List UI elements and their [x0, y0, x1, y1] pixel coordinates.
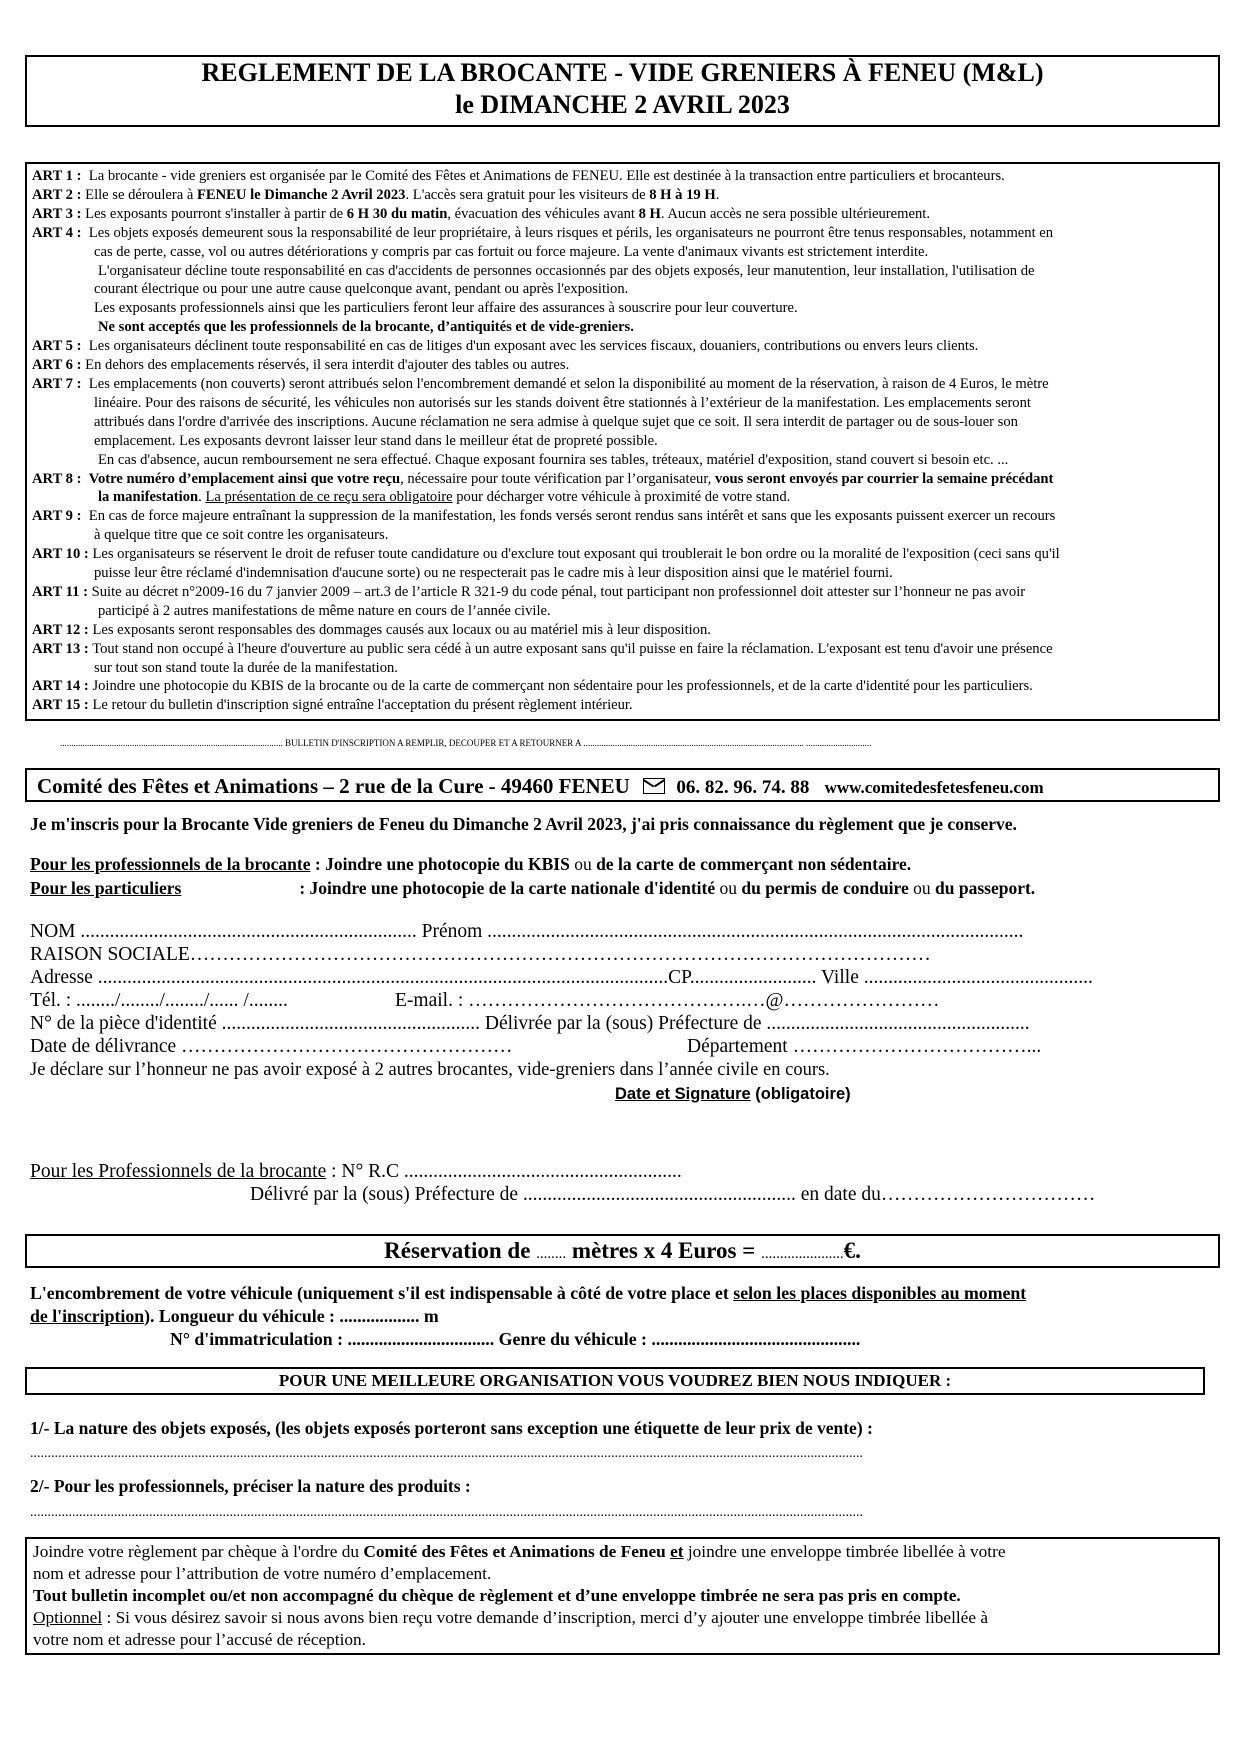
field-tel[interactable]: Tél. : ......../......../......../...... /........ [30, 990, 288, 1011]
rule-art11: ART 11 : Suite au décret n°2009-16 du 7 janvier 2009 – art.3 de l’article R 321-9 du code pénal, tout participant non professionnel doit attester sur l’honneur ne pas avoir [32, 583, 1026, 600]
field-email[interactable]: E-mail. : …………………………………….…@…………………… [395, 990, 940, 1011]
rule-art12: ART 12 : Les exposants seront responsables des dommages causés aux locaux ou au matériel mis à leur disposition. [32, 621, 711, 638]
pro-requirements: Pour les professionnels de la brocante : Joindre une photocopie du KBIS ou de la carte de commerçant non sédentaire. [30, 854, 912, 874]
rule-art3: ART 3 : Les exposants pourront s'installer à partir de 6 H 30 du matin, évacuation des véhicules avant 8 H. Aucun accès ne sera possible ultérieurement. [32, 205, 930, 222]
rule-art8-line2: la manifestation. La présentation de ce reçu sera obligatoire pour décharger votre véhicule à proximité de votre stand. [98, 489, 791, 506]
optional-note: Optionnel : Si vous désirez savoir si nous avons bien reçu votre demande d’inscription, merci d’y ajouter une enveloppe timbrée libellée à votre nom et adresse pour l’accusé de réception. [33, 1608, 988, 1649]
rules-box [25, 162, 1220, 721]
field-raison-sociale[interactable]: RAISON SOCIALE…………………………………………………………………………………………………… [30, 944, 931, 965]
page-title: REGLEMENT DE LA BROCANTE - VIDE GRENIERS À FENEU (M&L) [201, 58, 1044, 87]
rule-art7: ART 7 : Les emplacements (non couverts) seront attribués selon l'encombrement demandé et selon la disponibilité au moment de la réservation, à raison de 4 Euros, le mètre [32, 375, 1049, 392]
vehicle-registration[interactable]: N° d'immatriculation : ................................. Genre du véhicule : ............................................... [170, 1329, 861, 1349]
form-intro: Je m'inscris pour la Brocante Vide greniers de Feneu du Dimanche 2 Avril 2023, j'ai pris connaissance du règlement que je conserve. [30, 814, 1017, 834]
rule-art8: ART 8 : Votre numéro d’emplacement ainsi que votre reçu, nécessaire pour toute vérification par l’organisateur, vous seront envoyés par courrier la semaine précédant [32, 470, 1054, 487]
signature-label: Date et Signature (obligatoire) [615, 1085, 851, 1103]
page-subtitle: le DIMANCHE 2 AVRIL 2023 [455, 90, 790, 119]
question-2-answer[interactable]: .............................................................................................................................................................................................................................................. [30, 1505, 863, 1520]
incomplete-warning: Tout bulletin incomplet ou/et non accompagné du chèque de règlement et d’une enveloppe timbrée ne sera pas pris en compte. [33, 1586, 961, 1605]
organizer-address: Comité des Fêtes et Animations – 2 rue de la Cure - 49460 FENEU [37, 774, 630, 798]
rule-art7-line4: emplacement. Les exposants devront laisser leur stand dans le meilleur état de propreté possible. [94, 432, 658, 449]
reservation-box[interactable]: Réservation de ........ mètres x 4 Euros = ......................€. [25, 1234, 1220, 1268]
field-departement[interactable]: Département ………………………………... [687, 1036, 1042, 1057]
title-box [25, 55, 1220, 127]
rule-art5: ART 5 : Les organisateurs déclinent toute responsabilité en cas de litiges d'un exposant avec les services fiscaux, douaniers, contributions ou envers leurs clients. [32, 338, 979, 355]
question-1-answer[interactable]: .............................................................................................................................................................................................................................................. [30, 1446, 863, 1461]
rule-art6: ART 6 : En dehors des emplacements réservés, il sera interdit d'ajouter des tables ou autres. [32, 357, 570, 374]
rule-art4-line3: L'organisateur décline toute responsabilité en cas d'accidents de personnes occasionnés par des objets exposés, leur manutention, leur installation, l'utilisation de [98, 262, 1035, 279]
field-rc[interactable]: Pour les Professionnels de la brocante : N° R.C ......................................................... [30, 1161, 682, 1182]
rule-art4-line5: Les exposants professionnels ainsi que les particuliers feront leur affaire des assurances à souscrire pour leur couverture. [94, 300, 798, 317]
rule-art10-line2: puisse leur être réclamé d'indemnisation d'aucune sorte) ou ne respecterait pas le cadre mis à leur disposition ainsi que le matériel fourni. [94, 565, 893, 582]
field-nom[interactable]: NOM ..................................................................... Prénom .............................................................................................................. [30, 921, 1024, 942]
question-1: 1/- La nature des objets exposés, (les objets exposés porteront sans exception une étiquette de leur prix de vente) : [30, 1418, 873, 1438]
rule-art7-line5: En cas d'absence, aucun remboursement ne sera effectué. Chaque exposant fournira ses tables, tréteaux, matériel d'exposition, stand couvert si besoin etc. ... [98, 451, 1009, 468]
rule-art9: ART 9 : En cas de force majeure entraînant la suppression de la manifestation, les fonds versés seront rendus sans intérêt et sans que les exposants puissent exercer un recours [32, 508, 1056, 525]
honour-statement: Je déclare sur l’honneur ne pas avoir exposé à 2 autres brocantes, vide-greniers dans l’année civile en cours. [30, 1060, 830, 1080]
rule-art7-line3: attribués dans l'ordre d'arrivée des inscriptions. Aucune réclamation ne sera admise à quelque sujet que ce soit. Il sera interdit de partager ou de sous-louer son [94, 413, 1018, 430]
rule-art2: ART 2 : Elle se déroulera à FENEU le Dimanche 2 Avril 2023. L'accès sera gratuit pour les visiteurs de 8 H à 19 H. [32, 186, 720, 203]
rule-art4-line6: Ne sont acceptés que les professionnels de la brocante, d’antiquités et de vide-greniers. [98, 319, 634, 336]
rule-art1: ART 1 : La brocante - vide greniers est organisée par le Comité des Fêtes et Animations de FENEU. Elle est destinée à la transaction entre particuliers et brocanteurs. [32, 168, 1005, 184]
vehicle-length[interactable]: de l'inscription). Longueur du véhicule : .................. m [30, 1306, 439, 1326]
instructions-box [25, 1537, 1220, 1655]
rule-art4-line2: cas de perte, casse, vol ou autres détériorations y compris par cas fortuit ou force majeure. La vente d'animaux vivants est strictement interdite. [94, 243, 929, 260]
address-box [25, 768, 1220, 802]
vehicle-line1: L'encombrement de votre véhicule (uniquement s'il est indispensable à côté de votre place et selon les places disponibles au moment [30, 1283, 1027, 1303]
rule-art15: ART 15 : Le retour du bulletin d'inscription signé entraîne l'acceptation du présent règlement intérieur. [32, 697, 633, 714]
rule-art13-line2: sur tout son stand toute la durée de la manifestation. [94, 659, 398, 676]
question-2: 2/- Pour les professionnels, préciser la nature des produits : [30, 1476, 471, 1496]
organisation-box: POUR UNE MEILLEURE ORGANISATION VOUS VOUDREZ BIEN NOUS INDIQUER : [25, 1367, 1205, 1395]
rule-art7-line2: linéaire. Pour des raisons de sécurité, les véhicules non autorisés sur les stands doivent être stationnés à l’extérieur de la manifestation. Les emplacements seront [94, 394, 1031, 411]
rule-art11-line2: participé à 2 autres manifestations de même nature en cours de l’année civile. [98, 602, 551, 619]
rule-art13: ART 13 : Tout stand non occupé à l'heure d'ouverture au public sera cédé à un autre exposant sans qu'il puisse en faire la réclamation. L'exposant est tenu d'avoir une présence [32, 640, 1053, 657]
field-adresse[interactable]: Adresse .....................................................................................................................CP.......................... Ville ............................................... [30, 967, 1093, 988]
field-piece-identite[interactable]: N° de la pièce d'identité ..................................................... Délivrée par la (sous) Préfecture de ...................................................... [30, 1013, 1030, 1034]
rule-art14: ART 14 : Joindre une photocopie du KBIS de la brocante ou de la carte de commerçant non sédentaire pour les professionnels, et de la carte d'identité pour les particuliers. [32, 678, 1033, 695]
phone-number: 06. 82. 96. 74. 88 [676, 777, 810, 798]
cut-line: ................................................................................................... BULLETIN D'INSCRIPTION A REMPLIR, DECOUPER ET A RETOURNER A .................................................................................................. ............................. [60, 738, 872, 748]
field-rc-prefecture[interactable]: Délivré par la (sous) Préfecture de ........................................................ en date du…………………………… [250, 1184, 1096, 1205]
private-requirements: Pour les particuliers : Joindre une photocopie de la carte nationale d'identité ou du permis de conduire ou du passeport. [30, 878, 1036, 898]
rule-art9-line2: à quelque titre que ce soit contre les organisateurs. [94, 527, 389, 544]
website: www.comitedesfetesfeneu.com [824, 778, 1044, 797]
envelope-icon [643, 778, 665, 794]
field-date-delivrance[interactable]: Date de délivrance …………………………………………… [30, 1036, 513, 1057]
rule-art4: ART 4 : Les objets exposés demeurent sous la responsabilité de leur propriétaire, à leurs risques et périls, les organisateurs ne pourront être tenus responsables, notamment en [32, 224, 1054, 241]
payment-instructions: Joindre votre règlement par chèque à l'ordre du Comité des Fêtes et Animations de Feneu et joindre une enveloppe timbrée libellée à votre nom et adresse pour l’attribution de votre numéro d’emplacement. [33, 1542, 1006, 1583]
rule-art10: ART 10 : Les organisateurs se réservent le droit de refuser toute candidature ou d'exclure tout exposant qui troublerait le bon ordre ou la moralité de l'exposition (ceci sans qu'il [32, 546, 1060, 563]
rule-art4-line4: courant électrique ou pour une autre cause quelconque avant, pendant ou après l'exposition. [94, 281, 629, 298]
